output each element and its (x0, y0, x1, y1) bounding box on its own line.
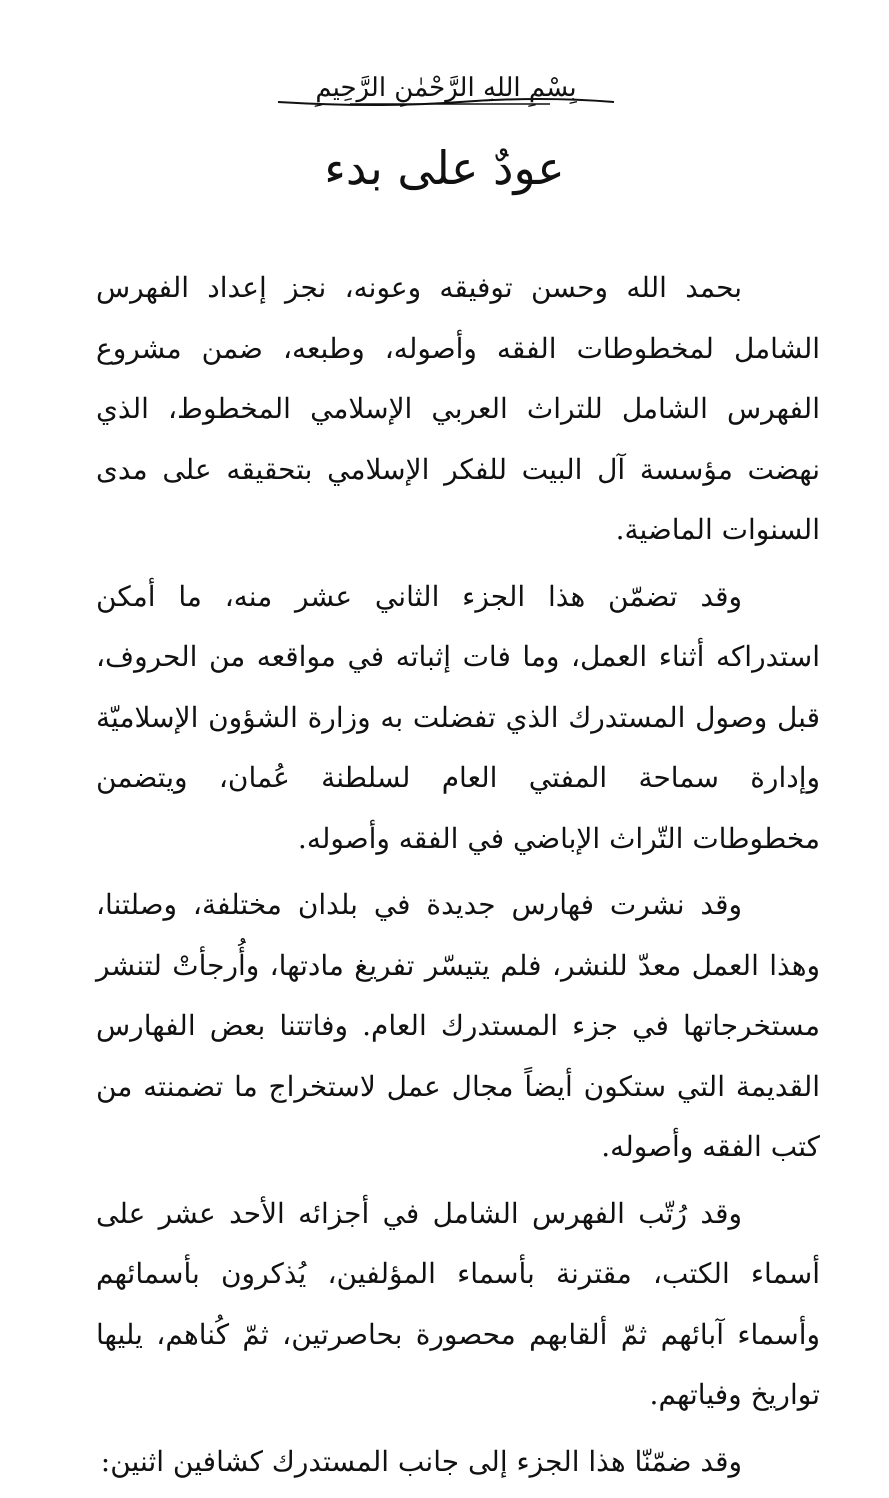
basmala-text: بِسْمِ اللهِ الرَّحْمٰنِ الرَّحِيمِ (315, 73, 577, 103)
paragraph-2: وقد تضمّن هذا الجزء الثاني عشر منه، ما أمكن استدراكه أثناء العمل، وما فات إثباته في مواقعه من الحروف، قبل وصول المستدرك الذي تفضلت به وزارة الشؤون الإسلاميّة وإدارة سماحة المفتي العام لسلطنة عُمان، ويتضمن مخطوطات التّراث الإباضي في الفقه وأصوله. (96, 579, 820, 855)
paragraph-3: وقد نشرت فهارس جديدة في بلدان مختلفة، وصلتنا، وهذا العمل معدّ للنشر، فلم يتيسّر تفريغ مادتها، وأُرجأتْ لتنشر مستخرجاتها في جزء المستدرك العام. وفاتتنا بعض الفهارس القديمة التي ستكون أيضاً مجال عمل لاستخراج ما تضمنته من كتب الفقه وأصوله. (96, 888, 820, 1163)
paragraph-1: بحمد الله وحسن توفيقه وعونه، نجز إعداد الفهرس الشامل لمخطوطات الفقه وأصوله، وطبعه، ضمن مشروع الفهرس الشامل للتراث العربي الإسلامي المخطوط، الذي نهضت مؤسسة آل البيت للفكر الإسلامي بتحقيقه على مدى السنوات الماضية. (96, 271, 820, 546)
paragraph-5: وقد ضمّنّا هذا الجزء إلى جانب المستدرك كشافين اثنين: (100, 1444, 742, 1478)
paragraph-4: وقد رُتّب الفهرس الشامل في أجزائه الأحد عشر على أسماء الكتب، مقترنة بأسماء المؤلفين، يُذكرون بأسمائهم وأسماء آبائهم ثمّ ألقابهم محصورة بحاصرتين، ثمّ كُناهم، يليها تواريخ وفياتهم. (96, 1196, 820, 1411)
basmala-header (260, 62, 632, 114)
body-text (96, 258, 820, 1498)
page-title: عودٌ على بدء (324, 141, 565, 195)
